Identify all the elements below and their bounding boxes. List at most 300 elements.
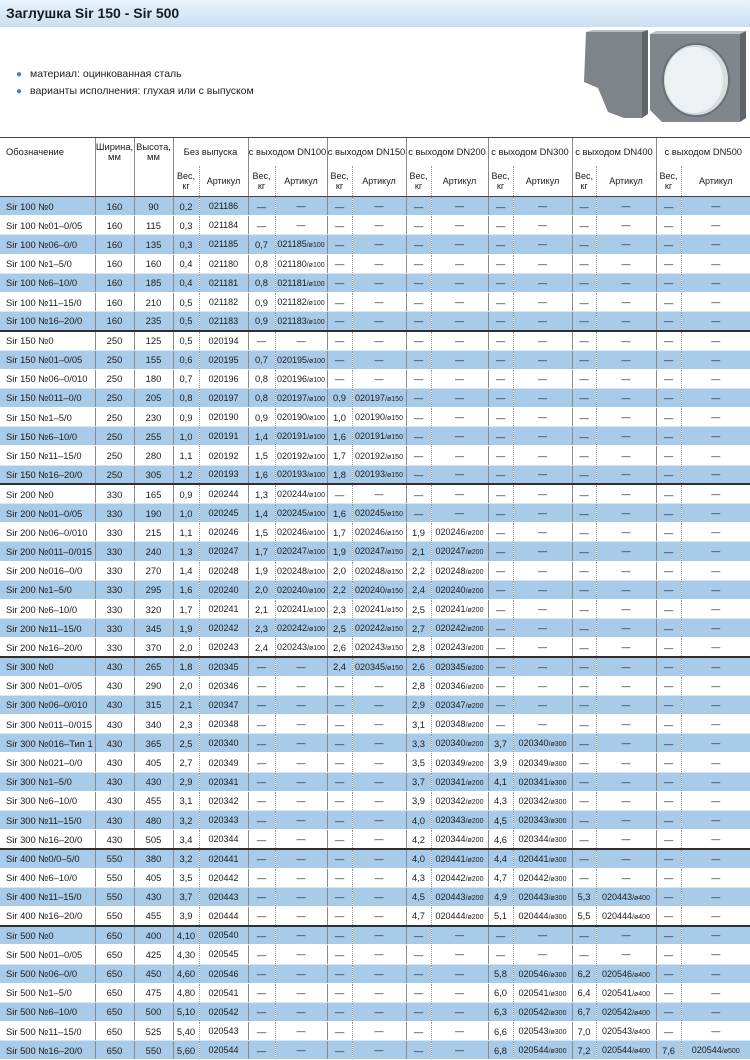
cell-weight: — xyxy=(488,273,513,292)
cell-weight: — xyxy=(572,734,596,753)
cell-article: — xyxy=(513,676,572,695)
cell-weight: 3,5 xyxy=(173,868,199,887)
cell-weight: — xyxy=(406,292,431,311)
cell-article: — xyxy=(352,484,406,503)
cell-article: 021181/ø100 xyxy=(275,273,327,292)
cell-weight: — xyxy=(327,312,352,331)
cell-dimension: 365 xyxy=(134,734,173,753)
cell-weight: 1,7 xyxy=(173,599,199,618)
cell-dimension: 430 xyxy=(134,772,173,791)
cell-weight: — xyxy=(406,235,431,254)
cell-article: — xyxy=(513,235,572,254)
cell-designation: Sir 200 №0 xyxy=(0,484,95,503)
cell-article: — xyxy=(681,695,750,714)
table-row xyxy=(0,734,750,753)
cell-weight: — xyxy=(488,312,513,331)
cell-article: — xyxy=(275,676,327,695)
cell-article: — xyxy=(275,983,327,1002)
cell-dimension: 250 xyxy=(95,408,134,427)
cell-designation: Sir 200 №1–5/0 xyxy=(0,580,95,599)
article-suffix: /ø500 xyxy=(721,1048,740,1056)
cell-weight: — xyxy=(327,695,352,714)
cell-article: — xyxy=(275,197,327,216)
cell-article: 020191 xyxy=(199,427,248,446)
cell-dimension: 330 xyxy=(95,599,134,618)
cell-article: 021186 xyxy=(199,197,248,216)
cell-dimension: 210 xyxy=(134,292,173,311)
cell-article: 020244/ø100 xyxy=(275,484,327,503)
cell-designation: Sir 300 №16–20/0 xyxy=(0,830,95,849)
cell-article: — xyxy=(596,811,656,830)
cell-article: 020443/ø400 xyxy=(596,887,656,906)
cell-article: — xyxy=(352,791,406,810)
cell-article: 020243/ø100 xyxy=(275,638,327,657)
table-row xyxy=(0,791,750,810)
cell-weight: — xyxy=(248,734,275,753)
cell-dimension: 650 xyxy=(95,945,134,964)
article-suffix: /ø300 xyxy=(548,1009,567,1017)
cell-weight: — xyxy=(656,465,681,484)
cell-weight: — xyxy=(656,772,681,791)
cell-article: 020542/ø300 xyxy=(513,1002,572,1021)
cell-dimension: 240 xyxy=(134,542,173,561)
cell-weight: — xyxy=(656,638,681,657)
cell-dimension: 265 xyxy=(134,657,173,676)
cell-article: — xyxy=(596,388,656,407)
cell-article: 020444 xyxy=(199,906,248,925)
cell-article: — xyxy=(681,676,750,695)
article-suffix: /ø400 xyxy=(632,990,650,998)
cell-article: — xyxy=(431,350,488,369)
cell-article: — xyxy=(431,465,488,484)
cell-dimension: 430 xyxy=(95,753,134,772)
cell-article: 020245/ø150 xyxy=(352,504,406,523)
cell-dimension: 250 xyxy=(95,465,134,484)
cell-article: — xyxy=(596,734,656,753)
cell-article: 020545 xyxy=(199,945,248,964)
cell-weight: 3,9 xyxy=(488,753,513,772)
cell-weight: — xyxy=(572,523,596,542)
cell-article: — xyxy=(431,504,488,523)
cell-weight: — xyxy=(488,542,513,561)
article-suffix: /ø100 xyxy=(307,626,325,634)
cell-weight: — xyxy=(656,657,681,676)
cell-article: 020349/ø300 xyxy=(513,753,572,772)
subheader-article: Артикул xyxy=(681,166,750,197)
cell-article: — xyxy=(513,926,572,945)
cell-article: — xyxy=(681,1002,750,1021)
cell-weight: 2,9 xyxy=(173,772,199,791)
cell-article: 020342 xyxy=(199,791,248,810)
cell-weight: 4,7 xyxy=(488,868,513,887)
cell-dimension: 190 xyxy=(134,504,173,523)
table-row xyxy=(0,887,750,906)
article-suffix: /ø200 xyxy=(465,702,484,710)
cell-designation: Sir 300 №0 xyxy=(0,657,95,676)
cell-article: — xyxy=(681,849,750,868)
cell-designation: Sir 300 №6–10/0 xyxy=(0,791,95,810)
cell-article: — xyxy=(431,945,488,964)
cell-article: — xyxy=(275,945,327,964)
cell-article: — xyxy=(431,331,488,350)
cell-weight: 2,0 xyxy=(173,676,199,695)
article-suffix: /ø100 xyxy=(307,434,325,442)
cell-dimension: 180 xyxy=(134,369,173,388)
cell-weight: — xyxy=(656,369,681,388)
cell-weight: — xyxy=(406,216,431,235)
table-row xyxy=(0,619,750,638)
table-row xyxy=(0,657,750,676)
cell-weight: 5,3 xyxy=(572,887,596,906)
cell-article: — xyxy=(681,657,750,676)
cell-dimension: 550 xyxy=(95,849,134,868)
cell-weight: — xyxy=(248,695,275,714)
cell-weight: — xyxy=(488,504,513,523)
cell-weight: 2,3 xyxy=(173,715,199,734)
article-suffix: /ø200 xyxy=(465,607,484,615)
cell-weight: 1,1 xyxy=(173,523,199,542)
cell-weight: 4,80 xyxy=(173,983,199,1002)
cell-article: — xyxy=(596,695,656,714)
cell-dimension: 255 xyxy=(134,427,173,446)
cell-weight: — xyxy=(656,715,681,734)
article-suffix: /ø200 xyxy=(465,530,484,538)
cell-article: 021182 xyxy=(199,292,248,311)
cell-dimension: 330 xyxy=(95,580,134,599)
table-row xyxy=(0,331,750,350)
cell-dimension: 430 xyxy=(95,695,134,714)
cell-designation: Sir 150 №16–20/0 xyxy=(0,465,95,484)
cell-weight: — xyxy=(406,945,431,964)
cell-weight: 3,1 xyxy=(173,791,199,810)
cell-article: — xyxy=(352,811,406,830)
table-row xyxy=(0,926,750,945)
cell-article: 020544/ø400 xyxy=(596,1041,656,1060)
cell-weight: — xyxy=(327,676,352,695)
article-suffix: /ø200 xyxy=(465,779,484,787)
cell-article: — xyxy=(681,906,750,925)
cell-article: — xyxy=(596,619,656,638)
cell-article: 020346 xyxy=(199,676,248,695)
cell-dimension: 125 xyxy=(134,331,173,350)
cell-weight: 0,5 xyxy=(173,331,199,350)
cell-weight: 7,2 xyxy=(572,1041,596,1060)
article-suffix: /ø200 xyxy=(465,837,484,845)
cell-article: — xyxy=(352,753,406,772)
table-row xyxy=(0,1022,750,1041)
cell-dimension: 650 xyxy=(95,964,134,983)
cell-article: — xyxy=(596,945,656,964)
cell-weight: 0,8 xyxy=(248,254,275,273)
cell-designation: Sir 150 №06–0/010 xyxy=(0,369,95,388)
cell-designation: Sir 400 №0/0–5/0 xyxy=(0,849,95,868)
cell-article: 020347 xyxy=(199,695,248,714)
cell-dimension: 330 xyxy=(95,542,134,561)
cell-article: 020546/ø300 xyxy=(513,964,572,983)
cell-weight: — xyxy=(656,504,681,523)
cell-article: — xyxy=(352,197,406,216)
cell-article: — xyxy=(431,484,488,503)
cell-article: — xyxy=(513,446,572,465)
cell-designation: Sir 500 №06–0/0 xyxy=(0,964,95,983)
cell-dimension: 330 xyxy=(95,504,134,523)
cell-designation: Sir 300 №1–5/0 xyxy=(0,772,95,791)
article-suffix: /ø150 xyxy=(385,568,403,576)
cell-article: — xyxy=(681,273,750,292)
cell-article: 020340/ø300 xyxy=(513,734,572,753)
cell-article: 020341/ø300 xyxy=(513,772,572,791)
cell-designation: Sir 400 №11–15/0 xyxy=(0,887,95,906)
cell-article: — xyxy=(352,849,406,868)
cell-designation: Sir 150 №6–10/0 xyxy=(0,427,95,446)
cell-article: 020546 xyxy=(199,964,248,983)
article-suffix: /ø150 xyxy=(385,434,403,442)
article-suffix: /ø300 xyxy=(548,1048,567,1056)
cell-article: — xyxy=(431,1041,488,1060)
bullet-icon: ● xyxy=(16,69,23,80)
cell-dimension: 430 xyxy=(95,791,134,810)
cell-article: — xyxy=(431,216,488,235)
cell-article: 020344/ø300 xyxy=(513,830,572,849)
cell-weight: 4,5 xyxy=(406,887,431,906)
cell-weight: — xyxy=(327,216,352,235)
cell-article: — xyxy=(352,1022,406,1041)
cell-article: 020193 xyxy=(199,465,248,484)
cell-article: — xyxy=(352,830,406,849)
cell-dimension: 550 xyxy=(134,1041,173,1060)
cell-article: 020190 xyxy=(199,408,248,427)
cell-weight: 2,7 xyxy=(406,619,431,638)
cell-weight: — xyxy=(572,408,596,427)
article-suffix: /ø300 xyxy=(548,856,567,864)
cell-article: — xyxy=(596,542,656,561)
cell-weight: 3,1 xyxy=(406,715,431,734)
cell-article: — xyxy=(681,388,750,407)
cell-weight: — xyxy=(572,753,596,772)
article-suffix: /ø150 xyxy=(385,453,403,461)
cell-designation: Sir 200 №6–10/0 xyxy=(0,599,95,618)
cell-weight: 4,0 xyxy=(406,849,431,868)
cell-weight: 0,8 xyxy=(248,369,275,388)
cell-article: — xyxy=(352,772,406,791)
article-suffix: /ø100 xyxy=(306,261,325,269)
cell-article: 020195 xyxy=(199,350,248,369)
cell-article: — xyxy=(275,657,327,676)
cell-weight: 4,3 xyxy=(488,791,513,810)
cell-article: 020341/ø200 xyxy=(431,772,488,791)
cell-weight: 1,0 xyxy=(173,504,199,523)
cell-dimension: 135 xyxy=(134,235,173,254)
cell-weight: — xyxy=(327,273,352,292)
cell-dimension: 160 xyxy=(95,292,134,311)
cell-weight: 2,8 xyxy=(406,676,431,695)
cell-weight: — xyxy=(406,331,431,350)
cell-dimension: 340 xyxy=(134,715,173,734)
article-suffix: /ø400 xyxy=(632,1048,650,1056)
cell-designation: Sir 150 №011–0/0 xyxy=(0,388,95,407)
cell-dimension: 500 xyxy=(134,1002,173,1021)
cell-weight: 3,7 xyxy=(406,772,431,791)
cell-weight: — xyxy=(572,273,596,292)
cell-article: 020542/ø400 xyxy=(596,1002,656,1021)
cell-weight: 3,9 xyxy=(173,906,199,925)
cell-weight: 5,40 xyxy=(173,1022,199,1041)
cell-weight: — xyxy=(656,906,681,925)
cell-dimension: 430 xyxy=(134,887,173,906)
cell-weight: 0,5 xyxy=(173,292,199,311)
cell-designation: Sir 100 №06–0/0 xyxy=(0,235,95,254)
cell-weight: — xyxy=(656,254,681,273)
cell-article: — xyxy=(596,580,656,599)
cell-weight: — xyxy=(572,350,596,369)
article-suffix: /ø300 xyxy=(548,818,567,826)
subheader-article: Артикул xyxy=(596,166,656,197)
cell-designation: Sir 100 №16–20/0 xyxy=(0,312,95,331)
cell-weight: — xyxy=(327,734,352,753)
article-suffix: /ø300 xyxy=(548,913,567,921)
cell-weight: — xyxy=(406,465,431,484)
cell-article: — xyxy=(681,811,750,830)
cell-weight: — xyxy=(572,504,596,523)
cell-article: — xyxy=(513,408,572,427)
cell-article: — xyxy=(596,427,656,446)
article-suffix: /ø100 xyxy=(307,568,325,576)
cell-article: — xyxy=(596,331,656,350)
cell-weight: — xyxy=(248,983,275,1002)
cell-weight: 0,8 xyxy=(173,388,199,407)
cell-weight: 1,1 xyxy=(173,446,199,465)
cell-weight: 2,7 xyxy=(173,753,199,772)
cell-article: 020345/ø150 xyxy=(352,657,406,676)
cell-article: — xyxy=(513,427,572,446)
cell-dimension: 160 xyxy=(95,312,134,331)
article-suffix: /ø400 xyxy=(632,894,650,902)
cell-weight: 1,9 xyxy=(173,619,199,638)
cell-weight: — xyxy=(327,753,352,772)
cell-article: — xyxy=(352,235,406,254)
table-row xyxy=(0,312,750,331)
cell-weight: — xyxy=(656,580,681,599)
cell-weight: 0,3 xyxy=(173,235,199,254)
cell-article: 020345/ø200 xyxy=(431,657,488,676)
cell-article: — xyxy=(513,504,572,523)
table-row xyxy=(0,542,750,561)
cell-article: — xyxy=(681,216,750,235)
cell-weight: — xyxy=(248,830,275,849)
cell-weight: — xyxy=(488,197,513,216)
cell-weight: — xyxy=(656,312,681,331)
article-suffix: /ø200 xyxy=(465,894,484,902)
cell-article: 020244 xyxy=(199,484,248,503)
article-suffix: /ø100 xyxy=(307,472,325,480)
cell-weight: 6,7 xyxy=(572,1002,596,1021)
page-title: Заглушка Sir 150 - Sir 500 xyxy=(0,0,750,27)
cell-weight: — xyxy=(572,772,596,791)
cell-article: 020345 xyxy=(199,657,248,676)
cell-weight: 1,8 xyxy=(173,657,199,676)
table-row xyxy=(0,1002,750,1021)
cell-article: — xyxy=(681,312,750,331)
cell-weight: 1,5 xyxy=(248,446,275,465)
cell-article: — xyxy=(431,312,488,331)
cell-weight: 5,1 xyxy=(488,906,513,925)
cell-weight: — xyxy=(406,926,431,945)
cell-dimension: 160 xyxy=(95,273,134,292)
cell-designation: Sir 500 №16–20/0 xyxy=(0,1041,95,1060)
cell-weight: — xyxy=(248,906,275,925)
cell-article: — xyxy=(275,791,327,810)
article-suffix: /ø400 xyxy=(632,1029,650,1037)
cell-designation: Sir 500 №1–5/0 xyxy=(0,983,95,1002)
cell-weight: — xyxy=(488,484,513,503)
cell-article: 020197/ø150 xyxy=(352,388,406,407)
cell-weight: — xyxy=(572,484,596,503)
cell-article: 020191/ø150 xyxy=(352,427,406,446)
cell-weight: — xyxy=(488,715,513,734)
cell-dimension: 280 xyxy=(134,446,173,465)
cell-weight: 4,6 xyxy=(488,830,513,849)
article-suffix: /ø300 xyxy=(548,894,567,902)
cell-article: — xyxy=(681,465,750,484)
cell-dimension: 505 xyxy=(134,830,173,849)
cell-weight: — xyxy=(572,312,596,331)
cell-designation: Sir 300 №11–15/0 xyxy=(0,811,95,830)
cell-dimension: 160 xyxy=(134,254,173,273)
cell-designation: Sir 300 №021–0/0 xyxy=(0,753,95,772)
article-suffix: /ø100 xyxy=(307,530,325,538)
article-suffix: /ø200 xyxy=(465,760,484,768)
cell-article: — xyxy=(513,542,572,561)
cell-article: 020193/ø150 xyxy=(352,465,406,484)
cell-dimension: 90 xyxy=(134,197,173,216)
cell-weight: — xyxy=(327,292,352,311)
cell-article: 020544/ø500 xyxy=(681,1041,750,1060)
cell-article: — xyxy=(275,849,327,868)
cell-designation: Sir 200 №16–20/0 xyxy=(0,638,95,657)
cell-article: — xyxy=(596,235,656,254)
cell-weight: — xyxy=(488,945,513,964)
subheader-article: Артикул xyxy=(431,166,488,197)
cell-weight: 6,2 xyxy=(572,964,596,983)
article-suffix: /ø100 xyxy=(307,645,325,653)
article-suffix: /ø100 xyxy=(307,415,325,423)
cell-article: 020348 xyxy=(199,715,248,734)
article-suffix: /ø300 xyxy=(548,971,567,979)
subheader-weight: Вес, кг xyxy=(406,166,431,197)
cell-article: — xyxy=(681,772,750,791)
table-row xyxy=(0,465,750,484)
cell-weight: — xyxy=(248,331,275,350)
cell-weight: 0,2 xyxy=(173,197,199,216)
cell-weight: — xyxy=(572,235,596,254)
cell-article: — xyxy=(681,484,750,503)
cell-article: — xyxy=(352,734,406,753)
cell-weight: 3,5 xyxy=(406,753,431,772)
cell-weight: 4,4 xyxy=(488,849,513,868)
cell-weight: — xyxy=(656,619,681,638)
cell-weight: — xyxy=(248,791,275,810)
cell-article: — xyxy=(352,964,406,983)
table-row xyxy=(0,906,750,925)
cell-weight: — xyxy=(406,484,431,503)
cell-article: 020442/ø300 xyxy=(513,868,572,887)
cell-article: — xyxy=(431,273,488,292)
article-suffix: /ø150 xyxy=(385,645,403,653)
cell-article: — xyxy=(431,292,488,311)
cell-weight: — xyxy=(572,791,596,810)
cell-article: — xyxy=(681,580,750,599)
cell-weight: 1,4 xyxy=(248,427,275,446)
